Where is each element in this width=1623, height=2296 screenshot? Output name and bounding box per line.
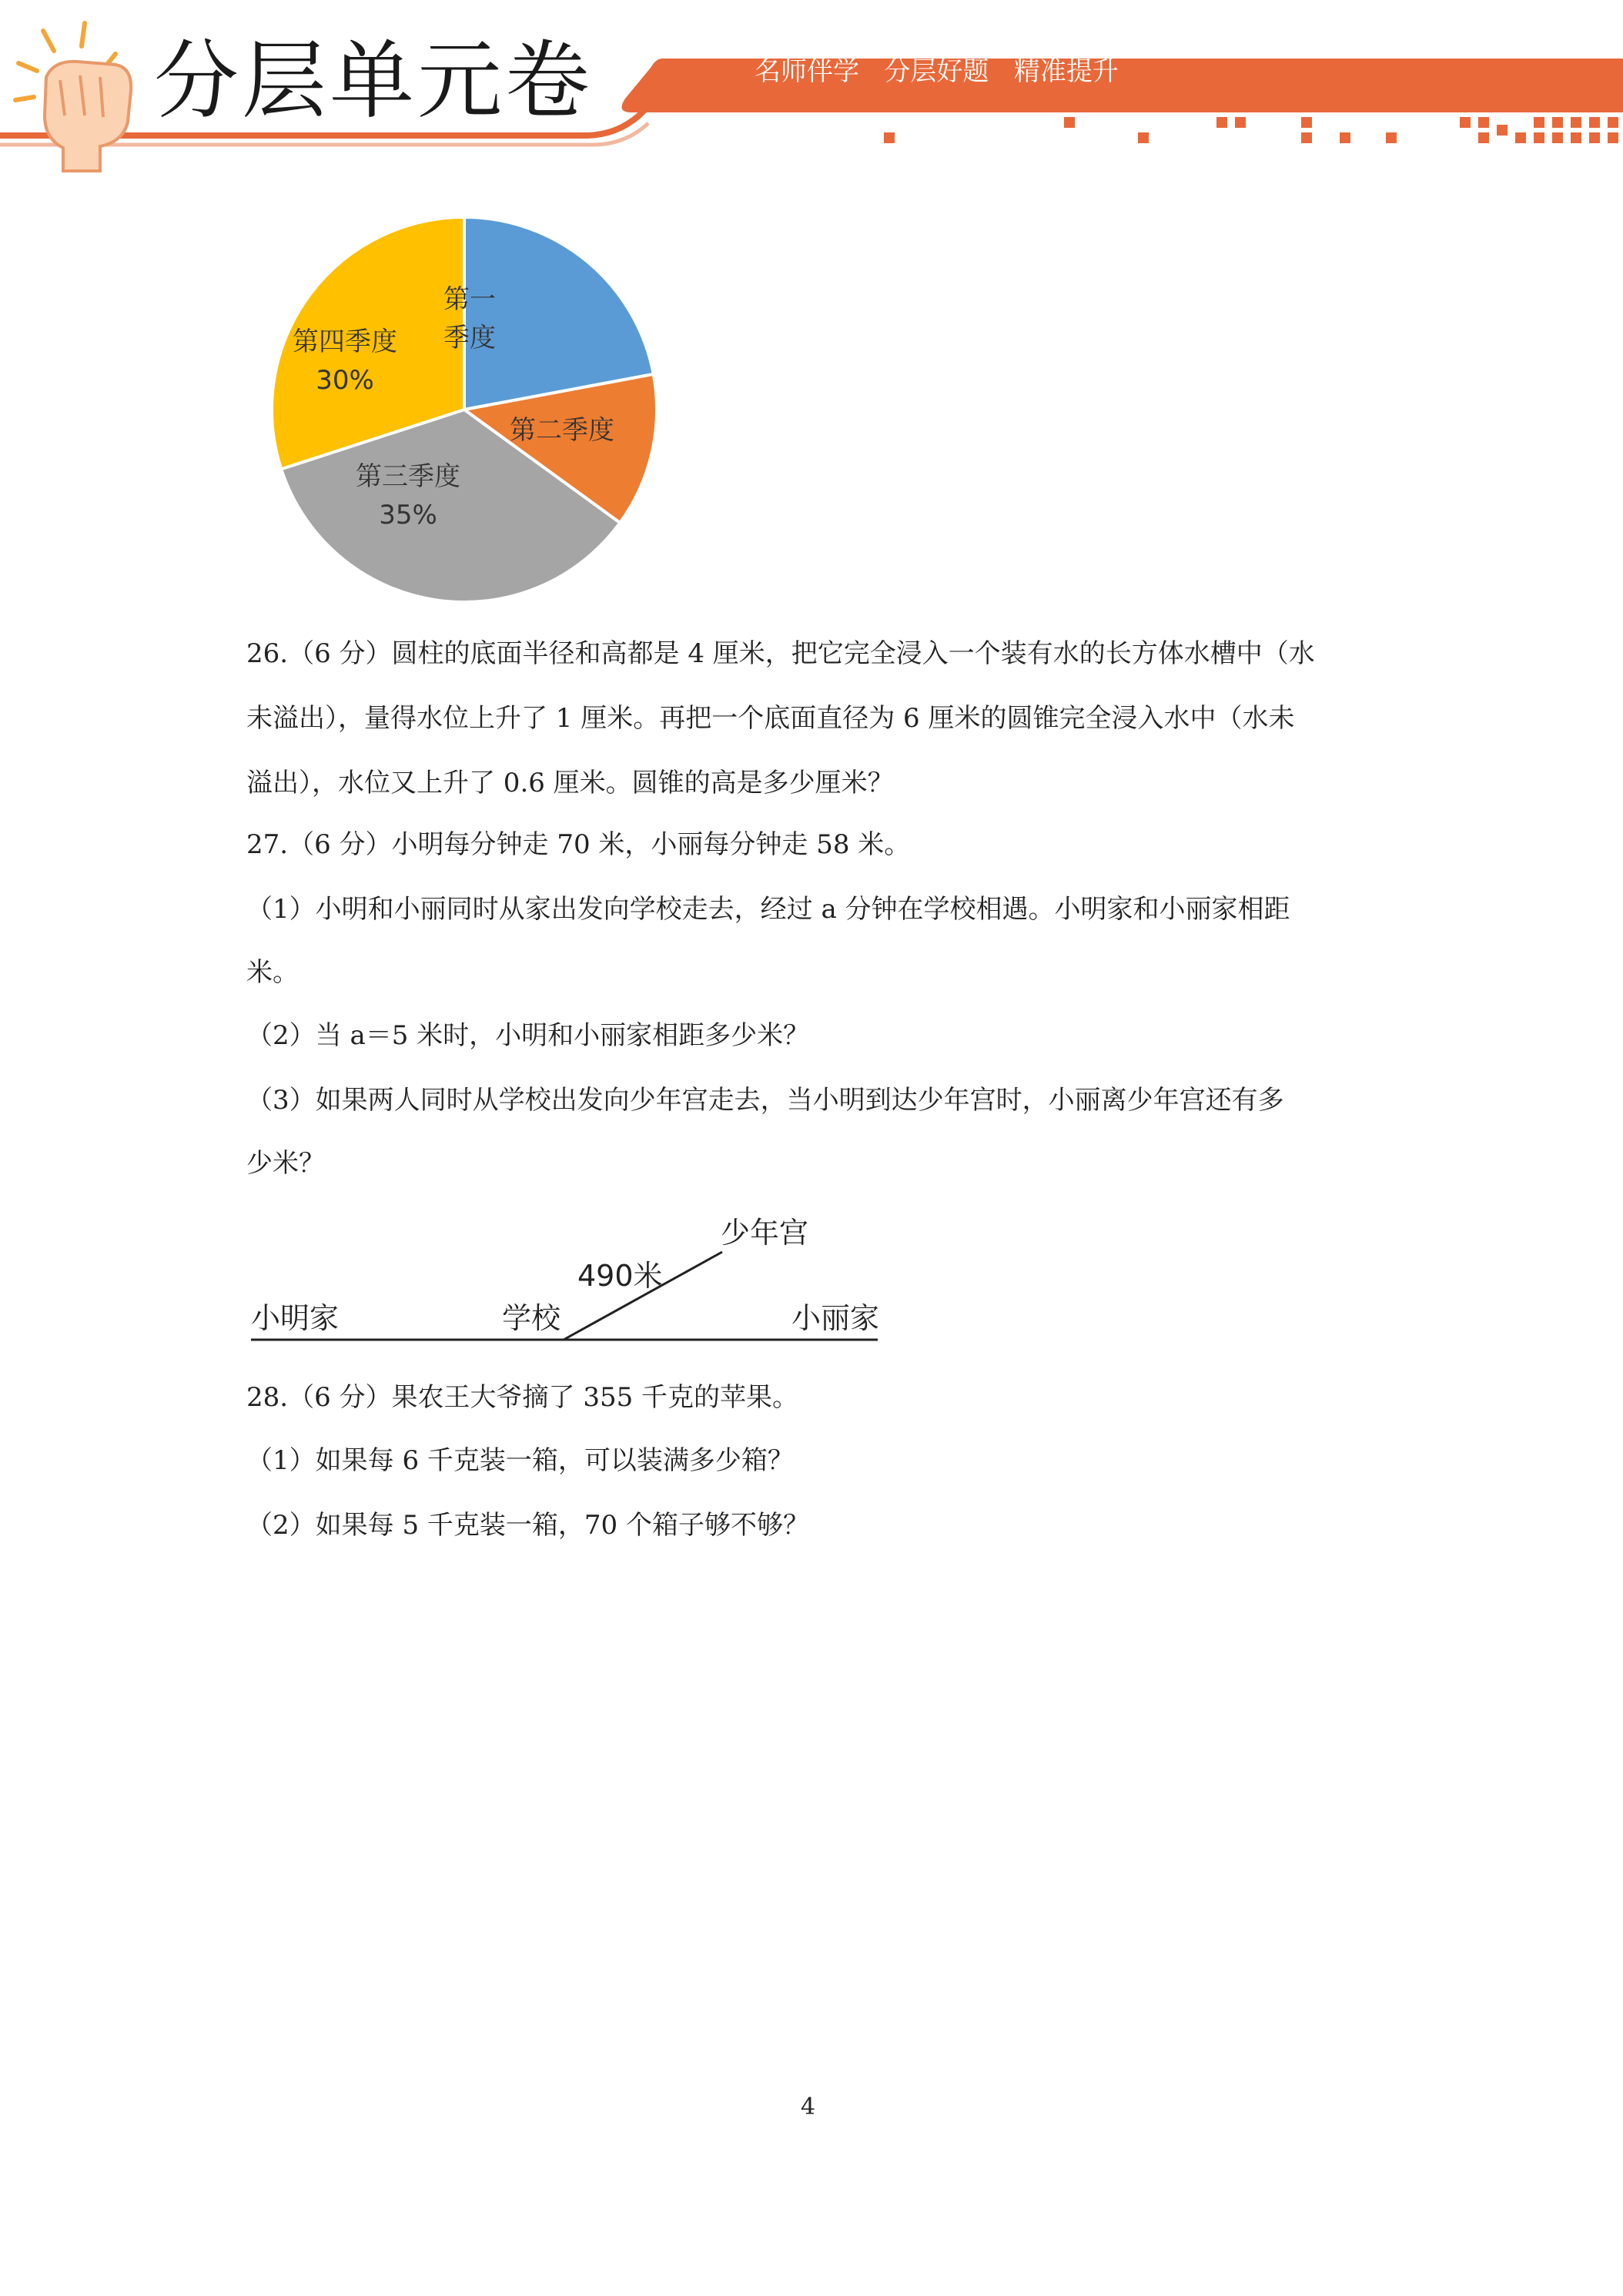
pie-label-q3-percent: 35% xyxy=(379,500,437,530)
route-map xyxy=(239,1209,901,1347)
q26-line-3: 溢出），水位又上升了 0.6 厘米。圆锥的高是多少厘米？ xyxy=(246,768,894,798)
fist-icon xyxy=(15,23,131,171)
header-dot-pattern xyxy=(884,117,1618,143)
pie-slices xyxy=(272,217,657,602)
distance-label: 490米 xyxy=(577,1259,663,1293)
pie-label-q2: 第二季度 xyxy=(510,415,614,446)
q28-stem: 28.（6 分）果农王大爷摘了 355 千克的苹果。 xyxy=(246,1382,799,1413)
q27-part3-line-1: （3）如果两人同时从学校出发向少年宫走去，当小明到达少年宫时，小丽离少年宫还有多 xyxy=(246,1085,1284,1116)
pie-label-q1-line1: 第一 xyxy=(443,284,496,315)
youth-palace-label: 少年宫 xyxy=(721,1216,809,1250)
pie-label-q1-line2: 季度 xyxy=(443,323,496,353)
xiaoli-home-label: 小丽家 xyxy=(791,1301,880,1335)
q26-line-2: 未溢出），量得水位上升了 1 厘米。再把一个底面直径为 6 厘米的圆锥完全浸入水中（水未 xyxy=(246,703,1295,734)
q27-stem: 27.（6 分）小明每分钟走 70 米，小丽每分钟走 58 米。 xyxy=(246,829,911,860)
q28-part2: （2）如果每 5 千克装一箱，70 个箱子够不够？ xyxy=(246,1510,809,1541)
pie-label-q4-percent: 30% xyxy=(316,365,374,396)
xiaoming-home-label: 小明家 xyxy=(251,1301,340,1335)
header-slogan: 名师伴学 分层好题 精准提升 xyxy=(755,56,1119,87)
page-header xyxy=(0,0,1623,185)
q28-part1: （1）如果每 6 千克装一箱，可以装满多少箱？ xyxy=(246,1445,794,1476)
pie-chart xyxy=(239,208,670,608)
q27-part1-line-1: （1）小明和小丽同时从家出发向学校走去，经过 a 分钟在学校相遇。小明家和小丽家相距 xyxy=(246,894,1290,925)
brand-title: 分层单元卷 xyxy=(154,32,593,130)
q27-part1-line-2: 米。 xyxy=(246,957,299,988)
pie-label-q4: 第四季度 xyxy=(293,326,397,357)
school-label: 学校 xyxy=(502,1301,561,1335)
q27-part3-line-2: 少米？ xyxy=(246,1148,325,1179)
q26-line-1: 26.（6 分）圆柱的底面半径和高都是 4 厘米，把它完全浸入一个装有水的长方体水槽中（水 xyxy=(246,638,1315,669)
q27-part2: （2）当 a＝5 米时，小明和小丽家相距多少米？ xyxy=(246,1020,810,1051)
pie-label-q3: 第三季度 xyxy=(356,461,460,492)
page-number: 4 xyxy=(801,2094,816,2120)
